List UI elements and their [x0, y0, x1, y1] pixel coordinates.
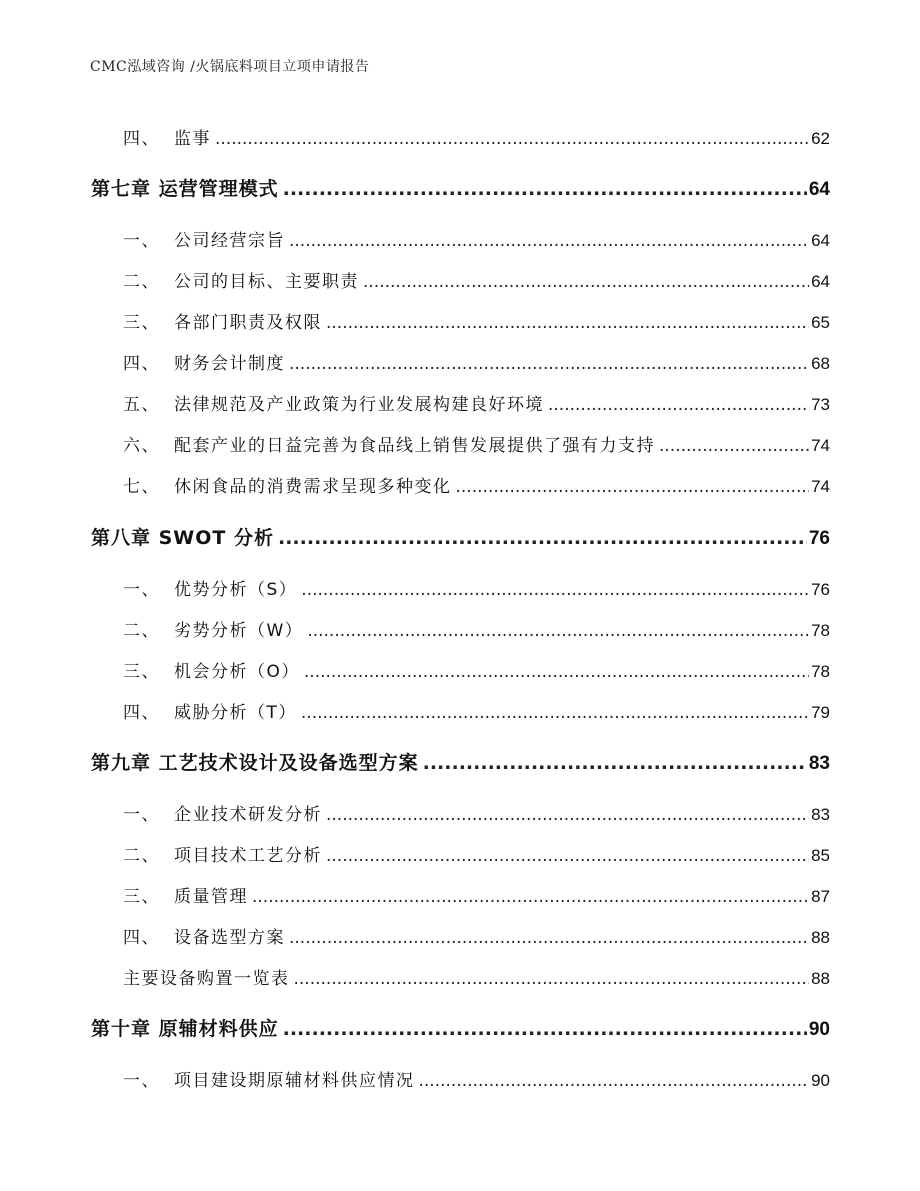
toc-entry-label: [91, 226, 285, 251]
toc-entry-title: 劣势分析（W）: [174, 621, 304, 641]
toc-leader-dots: [326, 846, 809, 866]
toc-chapter[interactable]: [91, 748, 830, 775]
toc-entry-title: 各部门职责及权限: [174, 313, 322, 333]
toc-entry-label: [91, 472, 452, 497]
toc-entry-page: 62: [811, 129, 830, 148]
toc-entry[interactable]: [91, 349, 830, 374]
toc-leader-dots: [301, 703, 809, 723]
toc-entry-title: 优势分析（S）: [174, 580, 298, 600]
toc-entry-number: 一、: [123, 805, 160, 825]
toc-entry-page: 87: [811, 887, 830, 906]
toc-chapter-page: 83: [808, 753, 830, 774]
toc-entry-title: 企业技术研发分析: [174, 805, 322, 825]
toc-leader-dots: [326, 313, 809, 333]
toc-entry-number: 四、: [123, 703, 160, 723]
toc-leader-dots: [294, 969, 810, 989]
toc-leader-dots: [289, 231, 809, 251]
toc-entry[interactable]: [91, 923, 830, 948]
toc-chapter-page: 76: [808, 528, 830, 549]
toc-leader-dots: [363, 272, 809, 292]
toc-leader-dots: [252, 887, 809, 907]
toc-entry-label: [91, 800, 322, 825]
toc-entry-title: 监事: [174, 129, 211, 149]
toc-entry-label: [91, 698, 297, 723]
toc-entry-label: [91, 267, 359, 292]
toc-chapter-title: 第八章 SWOT 分析: [91, 527, 274, 549]
toc-entry-page: 78: [811, 662, 830, 681]
toc-entry-page: 64: [811, 231, 830, 250]
toc-entry-label: [91, 657, 300, 682]
toc-entry[interactable]: [91, 226, 830, 251]
toc-entry-label: [91, 575, 297, 600]
toc-leader-dots: [289, 354, 809, 374]
toc-entry-label: [91, 1066, 415, 1091]
running-header: CMC泓域咨询 /火锅底料项目立项申请报告: [90, 59, 370, 75]
toc-entry-title: 主要设备购置一览表: [123, 969, 290, 989]
toc-leader-dots: [456, 477, 810, 497]
toc-leader-dots: [215, 129, 809, 149]
toc-entry-title: 配套产业的日益完善为食品线上销售发展提供了强有力支持: [174, 436, 655, 456]
toc-entry-label: [91, 923, 285, 948]
toc-chapter[interactable]: [91, 1014, 830, 1041]
toc-entry-label: [91, 390, 544, 415]
toc-entry-label: [91, 349, 285, 374]
toc-chapter-title: 第九章 工艺技术设计及设备选型方案: [91, 752, 419, 774]
toc-entry-number: 四、: [123, 129, 160, 149]
toc-leader-dots: [659, 436, 809, 456]
toc-leader-dots: [307, 621, 809, 641]
toc-entry-label: [91, 841, 322, 866]
toc-entry-title: 法律规范及产业政策为行业发展构建良好环境: [174, 395, 544, 415]
toc-entry-page: 74: [811, 477, 830, 496]
toc-leader-dots: [304, 662, 809, 682]
toc-entry-title: 财务会计制度: [174, 354, 285, 374]
toc-entry-title: 项目建设期原辅材料供应情况: [174, 1071, 415, 1091]
toc-entry[interactable]: [91, 882, 830, 907]
toc-leader-dots: [419, 1071, 810, 1091]
toc-entry-number: 三、: [123, 887, 160, 907]
toc-leader-dots: [423, 752, 807, 774]
header-rule: [88, 85, 832, 86]
toc-entry[interactable]: [91, 698, 830, 723]
toc-leader-dots: [283, 178, 807, 200]
toc-entry-number: 二、: [123, 846, 160, 866]
toc-entry-title: 设备选型方案: [174, 928, 285, 948]
toc-chapter-page: 90: [808, 1019, 830, 1040]
toc-entry-title: 休闲食品的消费需求呈现多种变化: [174, 477, 452, 497]
toc-entry-label: [91, 124, 211, 149]
toc-entry[interactable]: [91, 1066, 830, 1091]
toc-entry-title: 项目技术工艺分析: [174, 846, 322, 866]
toc-entry[interactable]: [91, 575, 830, 600]
toc-chapter[interactable]: [91, 174, 830, 201]
toc-entry-title: 公司的目标、主要职责: [174, 272, 359, 292]
toc-entry-title: 质量管理: [174, 887, 248, 907]
toc-entry-number: 四、: [123, 928, 160, 948]
toc-leader-dots: [289, 928, 809, 948]
toc-entry-page: 64: [811, 272, 830, 291]
toc-entry-number: 三、: [123, 662, 160, 682]
toc-entry[interactable]: [91, 657, 830, 682]
toc-entry[interactable]: [91, 616, 830, 641]
toc-entry-number: 一、: [123, 231, 160, 251]
toc-entry-title: 机会分析（O）: [174, 662, 300, 682]
toc-entry[interactable]: [91, 472, 830, 497]
toc-entry[interactable]: [91, 800, 830, 825]
toc-entry-number: 五、: [123, 395, 160, 415]
toc-entry-number: 四、: [123, 354, 160, 374]
toc-chapter-page: 64: [808, 179, 830, 200]
toc-entry[interactable]: [91, 964, 830, 989]
toc-chapter-title: 第七章 运营管理模式: [91, 178, 279, 200]
toc-entry-title: 公司经营宗旨: [174, 231, 285, 251]
toc-entry-number: 三、: [123, 313, 160, 333]
toc-entry-page: 90: [811, 1071, 830, 1090]
toc-entry-label: [91, 431, 655, 456]
toc-entry-page: 78: [811, 621, 830, 640]
toc-leader-dots: [283, 1018, 807, 1040]
toc-entry-page: 73: [811, 395, 830, 414]
toc-entry-number: 一、: [123, 580, 160, 600]
toc-entry-page: 88: [811, 969, 830, 988]
toc-entry-label: [91, 616, 303, 641]
toc-entry-number: 六、: [123, 436, 160, 456]
toc-entry-page: 74: [811, 436, 830, 455]
toc-leader-dots: [301, 580, 809, 600]
toc-entry-page: 68: [811, 354, 830, 373]
toc-entry[interactable]: [91, 431, 830, 456]
toc-entry[interactable]: [91, 124, 830, 149]
toc-entry-page: 88: [811, 928, 830, 947]
toc-entry-page: 65: [811, 313, 830, 332]
toc-entry-number: 一、: [123, 1071, 160, 1091]
toc-entry-number: 二、: [123, 272, 160, 292]
toc-leader-dots: [326, 805, 809, 825]
toc-chapter-title: 第十章 原辅材料供应: [91, 1018, 279, 1040]
toc-entry-number: 二、: [123, 621, 160, 641]
toc-entry[interactable]: [91, 308, 830, 333]
toc-entry-label: [91, 882, 248, 907]
toc-entry[interactable]: [91, 390, 830, 415]
toc-chapter[interactable]: [91, 523, 830, 550]
toc-entry[interactable]: [91, 841, 830, 866]
toc-entry-page: 83: [811, 805, 830, 824]
toc-entry-page: 79: [811, 703, 830, 722]
toc-leader-dots: [278, 527, 807, 549]
toc-entry-page: 85: [811, 846, 830, 865]
toc-entry[interactable]: [91, 267, 830, 292]
toc-entry-page: 76: [811, 580, 830, 599]
toc-entry-number: 七、: [123, 477, 160, 497]
toc-entry-label: [91, 308, 322, 333]
toc-entry-title: 威胁分析（T）: [174, 703, 297, 723]
toc-leader-dots: [548, 395, 809, 415]
